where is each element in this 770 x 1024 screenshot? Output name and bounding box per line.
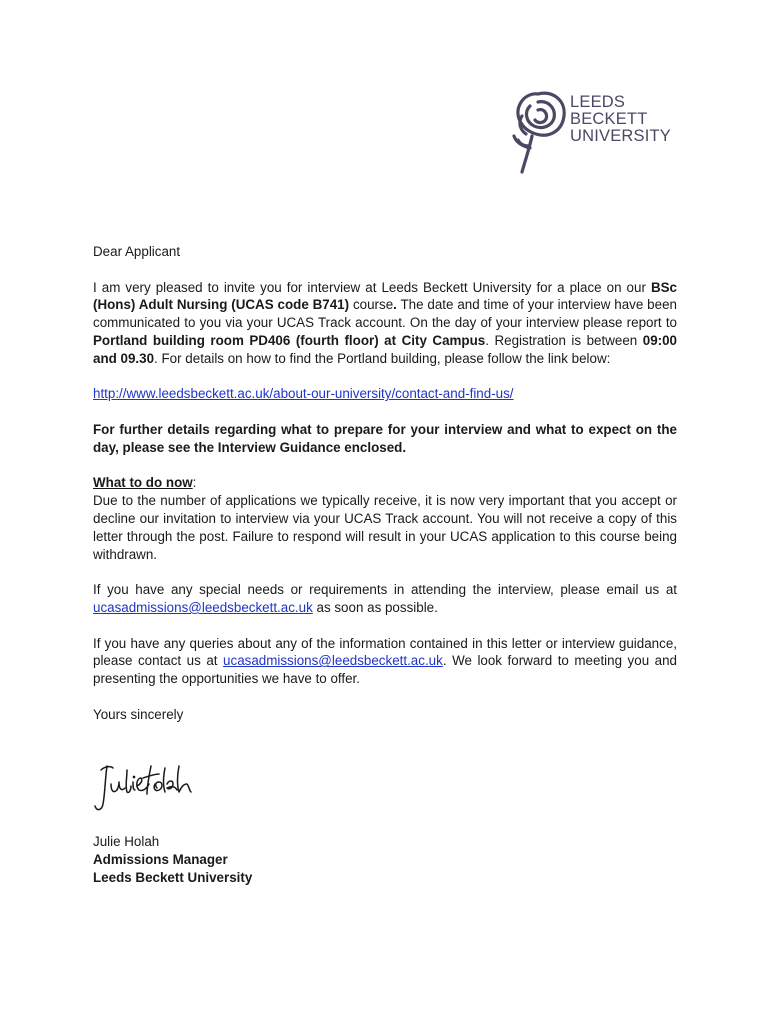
- special-email-link[interactable]: ucasadmissions@leedsbeckett.ac.uk: [93, 599, 313, 615]
- todo-paragraph: [93, 474, 677, 563]
- special-needs-paragraph: [93, 581, 677, 617]
- queries-text-1: If you have any queries about any of the information contained in this letter or interview guidance, please contact us at: [93, 635, 677, 669]
- rose-emblem-icon: [508, 86, 570, 176]
- link-paragraph: [93, 385, 677, 403]
- special-text-1: If you have any special needs or requirements in attending the interview, please email us at: [93, 582, 677, 598]
- invitation-text-4: . Registration is between: [485, 332, 643, 348]
- todo-text: Due to the number of applications we typically receive, it is now very important that you accept or decline our invitation to interview via your UCAS Track account. You will not receive a copy of this letter through the post. Failure to respond will result in your UCAS application to this course being withdrawn.: [93, 493, 677, 562]
- special-text-2: as soon as possible.: [312, 599, 438, 615]
- todo-colon: :: [192, 475, 197, 491]
- greeting: Dear Applicant: [93, 244, 181, 259]
- university-logo: [508, 86, 683, 176]
- signatory-title: Admissions Manager: [93, 851, 228, 867]
- todo-heading: What to do now: [93, 475, 193, 491]
- handwritten-signature: [93, 760, 203, 814]
- signatory-organization: Leeds Beckett University: [93, 869, 253, 885]
- signature-block: [93, 833, 252, 886]
- invitation-text-2: course: [349, 297, 394, 313]
- invitation-text-1: I am very pleased to invite you for interview at Leeds Beckett University for a place on our: [93, 279, 651, 295]
- invitation-text-5: . For details on how to find the Portland building, please follow the link below:: [154, 350, 611, 366]
- registration-time: 09:00 and 09.30: [93, 332, 677, 366]
- course-name: BSc (Hons) Adult Nursing (UCAS code B741): [93, 279, 677, 313]
- invitation-paragraph: [93, 279, 677, 368]
- signatory-name: Julie Holah: [93, 834, 160, 849]
- find-us-link[interactable]: http://www.leedsbeckett.ac.uk/about-our-university/contact-and-find-us/: [93, 386, 514, 402]
- interview-location: Portland building room PD406 (fourth floor) at City Campus: [93, 332, 486, 348]
- letter-body: [93, 243, 677, 741]
- queries-text-2: . We look forward to meeting you and presenting the opportunities we have to offer.: [93, 653, 678, 687]
- signoff: Yours sincerely: [93, 706, 184, 722]
- queries-paragraph: [93, 635, 677, 688]
- guidance-paragraph: For further details regarding what to prepare for your interview and what to expect on the day, please see the Interview Guidance enclosed.: [93, 421, 677, 455]
- logo-line-1: LEEDS: [570, 93, 626, 111]
- logo-line-2: BECKETT: [570, 110, 648, 128]
- invitation-text-3: The date and time of your interview have been communicated to you via your UCAS Track account. On the day of your interview please report to: [93, 297, 677, 331]
- logo-wordmark: [570, 94, 671, 145]
- queries-email-link[interactable]: ucasadmissions@leedsbeckett.ac.uk: [223, 653, 443, 669]
- logo-line-3: UNIVERSITY: [570, 127, 672, 145]
- invitation-dot: .: [393, 297, 397, 313]
